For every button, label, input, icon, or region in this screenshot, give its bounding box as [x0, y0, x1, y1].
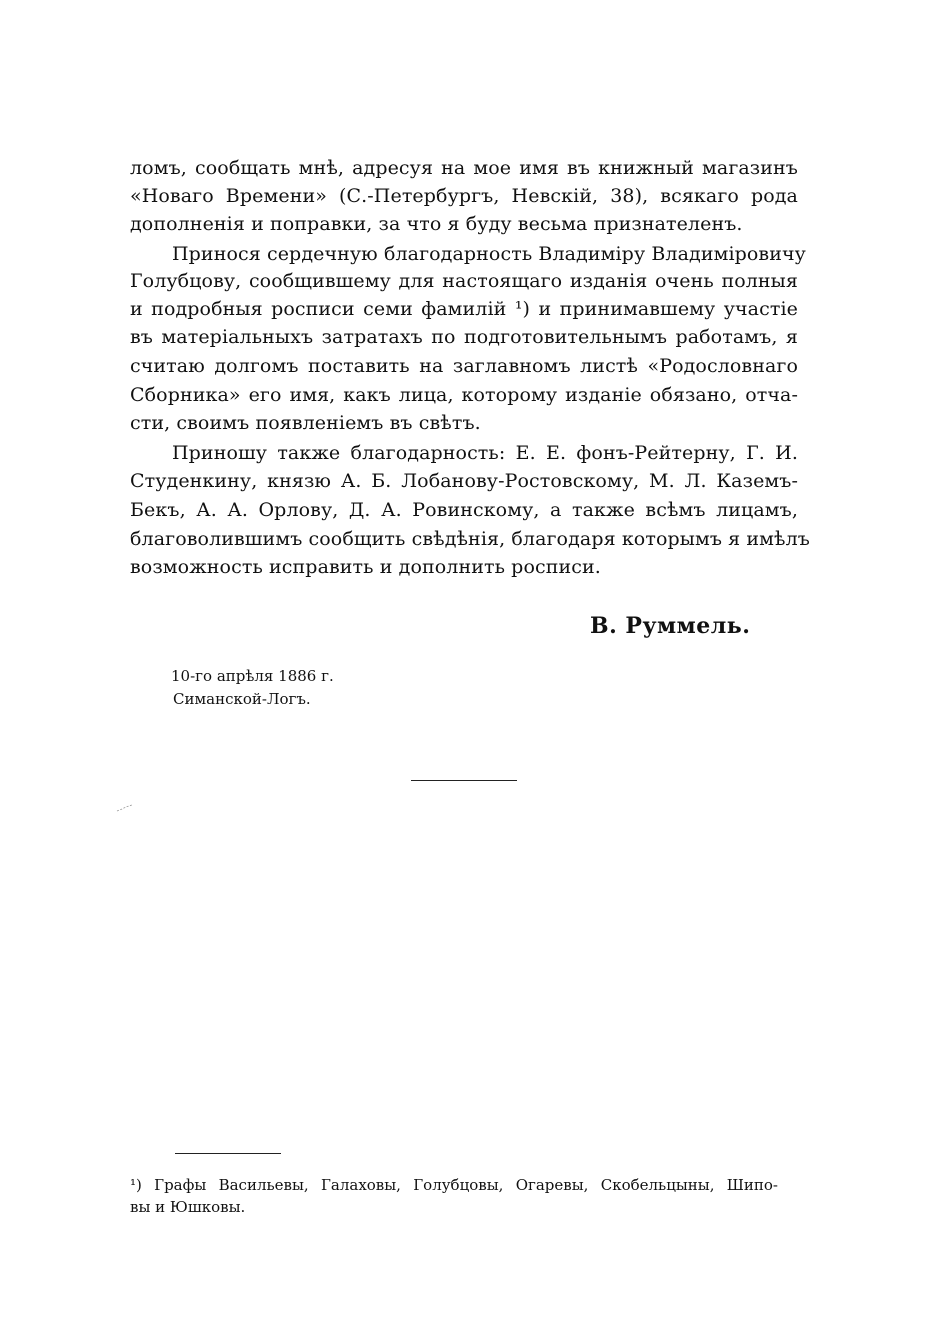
body-line-6: и подробныя росписи семи фамилій ¹) и принимавшему участіе: [130, 298, 798, 320]
date: 10-го апрѣля 1886 г.: [171, 667, 334, 685]
body-line-10: сти, своимъ появленіемъ въ свѣтъ.: [130, 412, 481, 434]
body-line-12: Студенкину, князю А. Б. Лобанову-Ростовскому, М. Л. Каземъ-: [130, 470, 798, 492]
body-line-2: «Новаго Времени» (С.-Петербургъ, Невскій, 38), всякаго рода: [130, 185, 798, 207]
body-line-3: дополненія и поправки, за что я буду весьма признателенъ.: [130, 213, 743, 235]
body-line-4: Принося сердечную благодарность Владиміру Владиміровичу: [172, 243, 806, 265]
place: Симанской-Логъ.: [173, 690, 311, 708]
body-line-15: возможность исправить и дополнить росписи.: [130, 556, 601, 578]
body-line-11: Приношу также благодарность: Е. Е. фонъ-Рейтерну, Г. И.: [172, 442, 798, 464]
footnote-line-1: ¹) Графы Васильевы, Галаховы, Голубцовы, Огаревы, Скобельцыны, Шипо-: [130, 1176, 778, 1194]
body-line-14: благоволившимъ сообщить свѣдѣнія, благодаря которымъ я имѣлъ: [130, 528, 810, 550]
body-line-7: въ матеріальныхъ затратахъ по подготовительнымъ работамъ, я: [130, 326, 798, 348]
body-line-5: Голубцову, сообщившему для настоящаго изданія очень полныя: [130, 270, 798, 292]
body-line-13: Бекъ, А. А. Орлову, Д. А. Ровинскому, а также всѣмъ лицамъ,: [130, 499, 798, 521]
footnote-divider: [175, 1153, 281, 1154]
section-divider: [411, 780, 517, 781]
body-line-1: ломъ, сообщать мнѣ, адресуя на мое имя въ книжный магазинъ: [130, 157, 798, 179]
footnote-line-2: вы и Юшковы.: [130, 1198, 246, 1216]
scan-smudge: [116, 804, 134, 812]
body-line-8: считаю долгомъ поставить на заглавномъ листѣ «Родословнаго: [130, 355, 798, 377]
signature: В. Руммель.: [590, 613, 751, 639]
body-line-9: Сборника» его имя, какъ лица, которому изданіе обязано, отча-: [130, 384, 798, 406]
